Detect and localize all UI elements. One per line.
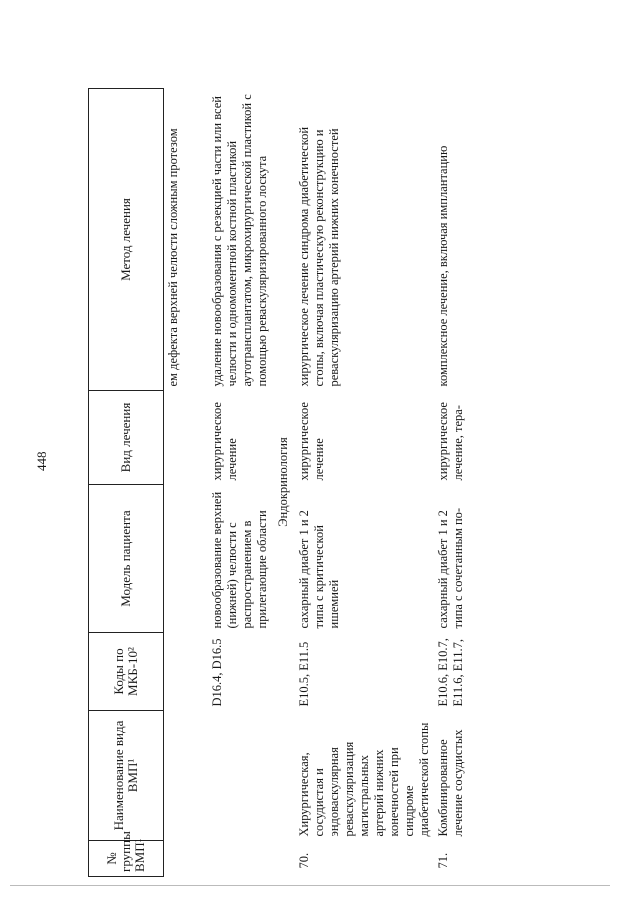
row71-type: хирургическое лечение, тера- xyxy=(436,402,465,481)
header-group-number: № группы ВМП¹ xyxy=(89,841,164,877)
header-vmp-name: Наименование вида ВМП¹ xyxy=(89,711,164,841)
row71-method: комплексное лечение, включая имплантацию xyxy=(436,145,450,387)
header-icd-codes: Коды по МКБ-10² xyxy=(89,633,164,711)
row70-type: хирургическое лечение xyxy=(297,402,326,481)
row70-number: 70. xyxy=(297,852,311,869)
row-d16-type: хирургическое лечение xyxy=(210,402,239,481)
page-number: 448 xyxy=(34,451,49,471)
method-continuation: ем дефекта верхней челюсти сложным протезом xyxy=(166,128,180,387)
row-d16-method: удаление новообразования с резекцией части или всей челюсти и одномоментной костной пластикой аутотрансплантатом, микрохирургической пластикой с помощью реваскуляризированного лоскута xyxy=(210,94,269,387)
row70-model: сахарный диабет 1 и 2 типа с критической ишемией xyxy=(297,510,341,629)
table-row xyxy=(164,89,209,877)
table-row xyxy=(434,89,468,877)
row70-method: хирургическое лечение синдрома диабетической стопы, включая пластическую реконструкцию и реваскуляризацию артерий нижних конечностей xyxy=(297,126,341,387)
row70-name: Хирургическая, сосудистая и эндоваскулярная реваскуляризация магистральных артерий нижних конечностей при синдроме диабетической стопы xyxy=(297,722,431,837)
row70-codes: E10.5, E11.5 xyxy=(297,641,311,707)
row71-number: 71. xyxy=(436,852,450,869)
row-d16-codes: D16.4, D16.5 xyxy=(210,638,224,707)
row71-name: Комбинированное лечение сосудистых xyxy=(436,729,465,837)
header-treatment-type: Вид лечения xyxy=(89,391,164,485)
table-row xyxy=(295,89,434,877)
page-edge-line xyxy=(10,885,610,886)
section-title: Эндокринология xyxy=(276,437,290,527)
header-treatment-method: Метод лечения xyxy=(89,89,164,391)
row71-codes: E10.6, E10.7, E11.6, E11.7, xyxy=(436,638,465,707)
treatment-table xyxy=(88,88,468,877)
row71-model: сахарный диабет 1 и 2 типа с сочетанным по- xyxy=(436,507,465,629)
header-patient-model: Модель пациента xyxy=(89,485,164,633)
table-row xyxy=(208,89,272,877)
table-header-row xyxy=(89,89,164,877)
row-d16-model: новообразование верхней (нижней) челюсти с распространением в прилегающие области xyxy=(210,491,269,629)
section-row xyxy=(272,89,295,877)
